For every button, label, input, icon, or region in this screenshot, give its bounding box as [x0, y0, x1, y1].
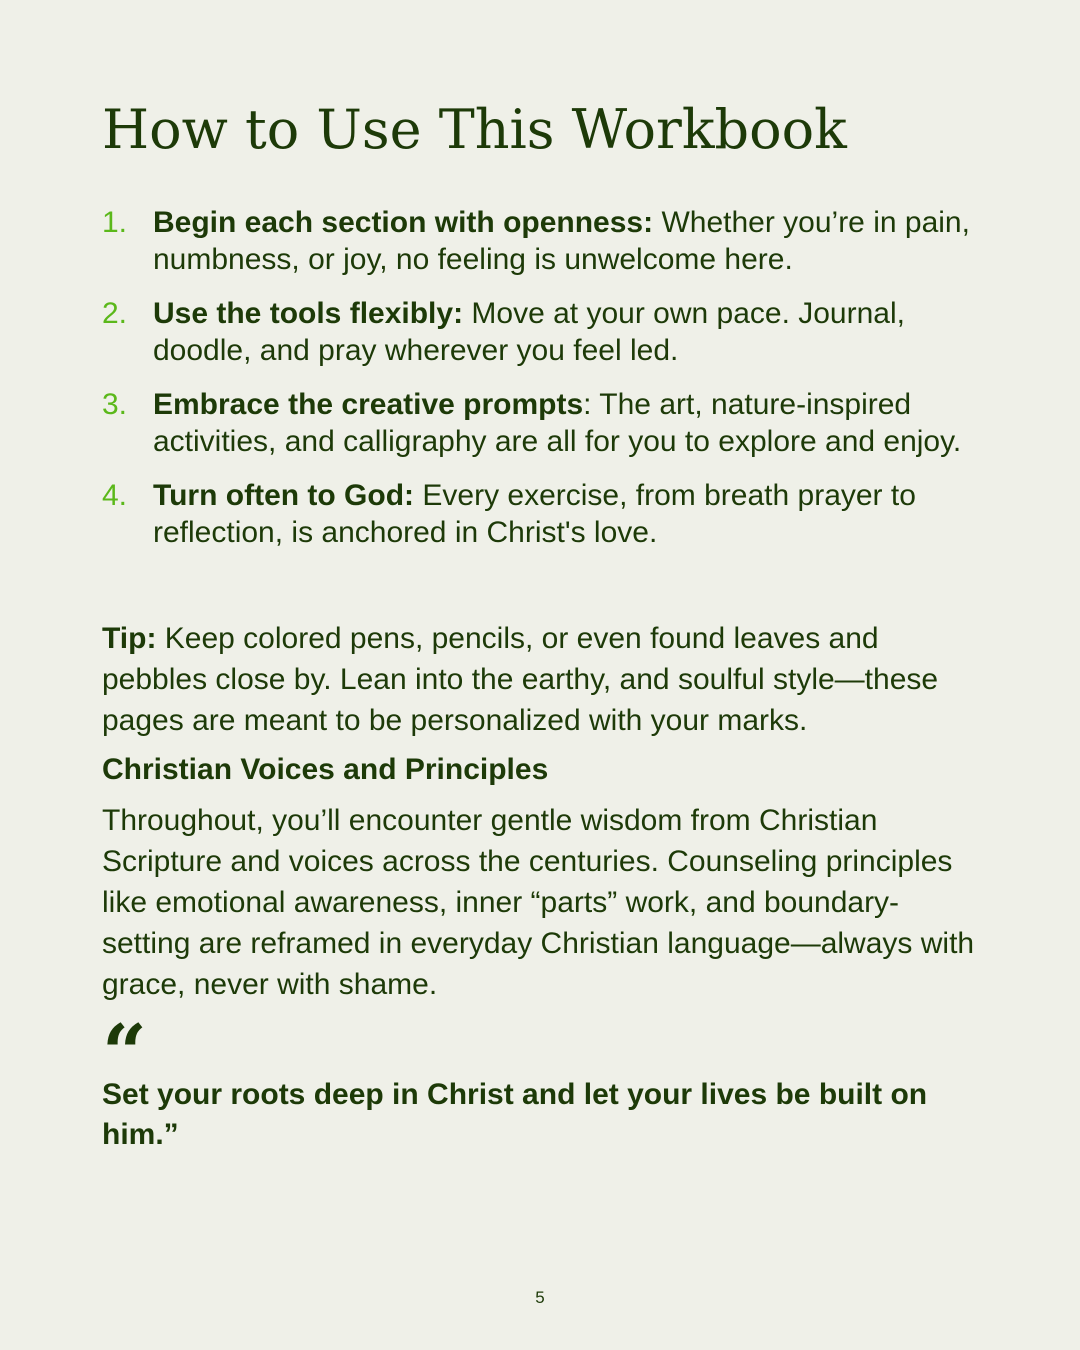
tip-paragraph [102, 618, 982, 741]
list-item-text: : The art, nature-inspired activities, and calligraphy are all for you to explore and enjoy. [153, 388, 962, 458]
quote-mark-icon: “ [102, 1008, 147, 1099]
list-item-text: Whether you’re in pain, numbness, or joy, no feeling is unwelcome here. [153, 206, 970, 276]
steps-list [102, 204, 982, 568]
page-title: How to Use This Workbook [102, 98, 847, 161]
list-item [102, 204, 982, 278]
quote-text: Set your roots deep in Christ and let your lives be built on him.” [102, 1078, 928, 1151]
list-item-label: Embrace the creative prompts [153, 388, 584, 421]
list-item [102, 295, 982, 369]
section-heading: Christian Voices and Principles [102, 753, 549, 786]
list-item-text: Every exercise, from breath prayer to reflection, is anchored in Christ's love. [153, 479, 916, 549]
list-item-label: Begin each section with openness: [153, 206, 654, 239]
tip-text: Keep colored pens, pencils, or even found leaves and pebbles close by. Lean into the earthy, and soulful style—these pages are meant to be personalized with your marks. [102, 622, 939, 737]
list-number: 2. [102, 297, 128, 330]
workbook-page [102, 0, 982, 1350]
list-number: 1. [102, 206, 128, 239]
list-number: 4. [102, 479, 128, 512]
tip-label: Tip: [102, 622, 157, 655]
list-item [102, 477, 982, 551]
list-item-label: Use the tools flexibly: [153, 297, 464, 330]
list-number: 3. [102, 388, 128, 421]
list-item [102, 386, 982, 460]
page-number: 5 [535, 1288, 545, 1307]
list-item-text: Move at your own pace. Journal, doodle, and pray wherever you feel led. [153, 297, 905, 367]
list-item-label: Turn often to God: [153, 479, 415, 512]
section-body: Throughout, you’ll encounter gentle wisdom from Christian Scripture and voices across the centuries. Counseling principles like emotional awareness, inner “parts” work, and boundary-setting are reframed in everyday Christian language—always with grace, never with shame. [102, 804, 975, 1001]
